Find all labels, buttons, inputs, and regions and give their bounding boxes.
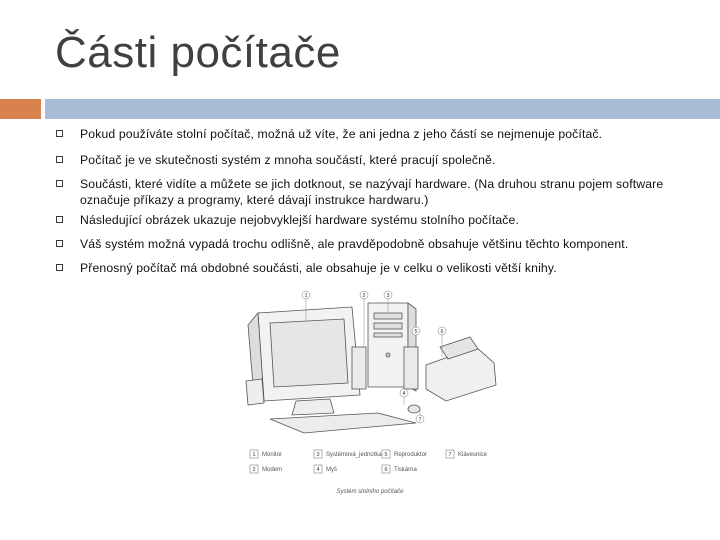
printer-icon <box>426 337 496 401</box>
bullet-item <box>56 126 602 142</box>
title-accent-bar <box>0 99 41 119</box>
slide-title: Části počítače <box>55 28 341 77</box>
modem-icon <box>246 379 264 405</box>
bullet-item <box>56 212 519 228</box>
bullet-text: Váš systém možná vypadá trochu odlišně, ale pravděpodobně obsahuje většinu těchto komponent. <box>80 237 629 251</box>
callout-number: 5 <box>414 329 418 335</box>
bullet-text: Pokud používáte stolní počítač, možná už víte, že ani jedna z jeho částí se nejmenuje počítač. <box>80 127 603 141</box>
svg-text:6: 6 <box>384 467 388 473</box>
legend-label: Systémová_jednotka <box>326 452 382 458</box>
callout-number: 4 <box>402 391 406 397</box>
callout-number: 6 <box>440 329 444 335</box>
square-bullet-icon <box>56 156 63 163</box>
square-bullet-icon <box>56 264 63 271</box>
callout-number: 7 <box>418 417 422 423</box>
svg-text:3: 3 <box>316 452 320 458</box>
square-bullet-icon <box>56 240 63 247</box>
legend-label: Monitor <box>262 452 283 458</box>
legend-label: Myš <box>326 467 337 473</box>
svg-text:2: 2 <box>252 467 256 473</box>
legend-label: Reproduktor <box>394 452 428 458</box>
svg-text:7: 7 <box>448 452 452 458</box>
monitor-icon <box>248 307 360 415</box>
legend-label: Klávesnice <box>458 452 488 458</box>
callout-number: 2 <box>362 293 366 299</box>
keyboard-icon <box>270 413 416 433</box>
square-bullet-icon <box>56 130 63 137</box>
square-bullet-icon <box>56 216 63 223</box>
bullet-item <box>56 176 706 208</box>
callout-number: 1 <box>304 293 308 299</box>
legend-label: Tiskárna <box>394 467 417 473</box>
legend-label: Modem <box>262 467 283 473</box>
computer-system-illustration <box>240 285 500 500</box>
bullet-text: Součásti, které vidíte a můžete se jich dotknout, se nazývají hardware. (Na druhou stranu pojem software označuje příkazy a programy, které dávají instrukce hardwaru.) <box>80 177 664 207</box>
bullet-text: Přenosný počítač má obdobné součásti, ale obsahuje je v celku o velikosti větší knihy. <box>80 261 557 275</box>
bullet-text: Počítač je ve skutečnosti systém z mnoha součástí, které pracují společně. <box>80 153 496 167</box>
title-rule-bar <box>45 99 720 119</box>
bullet-text: Následující obrázek ukazuje nejobvyklejší hardware systému stolního počítače. <box>80 213 520 227</box>
bullet-item <box>56 152 496 168</box>
bullet-item <box>56 236 628 252</box>
square-bullet-icon <box>56 180 63 187</box>
svg-text:1: 1 <box>252 452 256 458</box>
svg-text:4: 4 <box>316 467 320 473</box>
figure-caption: Systém stolního počítače <box>336 489 404 495</box>
bullet-item <box>56 260 557 276</box>
callout-number: 3 <box>386 293 390 299</box>
figure-legend <box>250 450 488 473</box>
mouse-icon <box>408 405 420 413</box>
svg-text:5: 5 <box>384 452 388 458</box>
